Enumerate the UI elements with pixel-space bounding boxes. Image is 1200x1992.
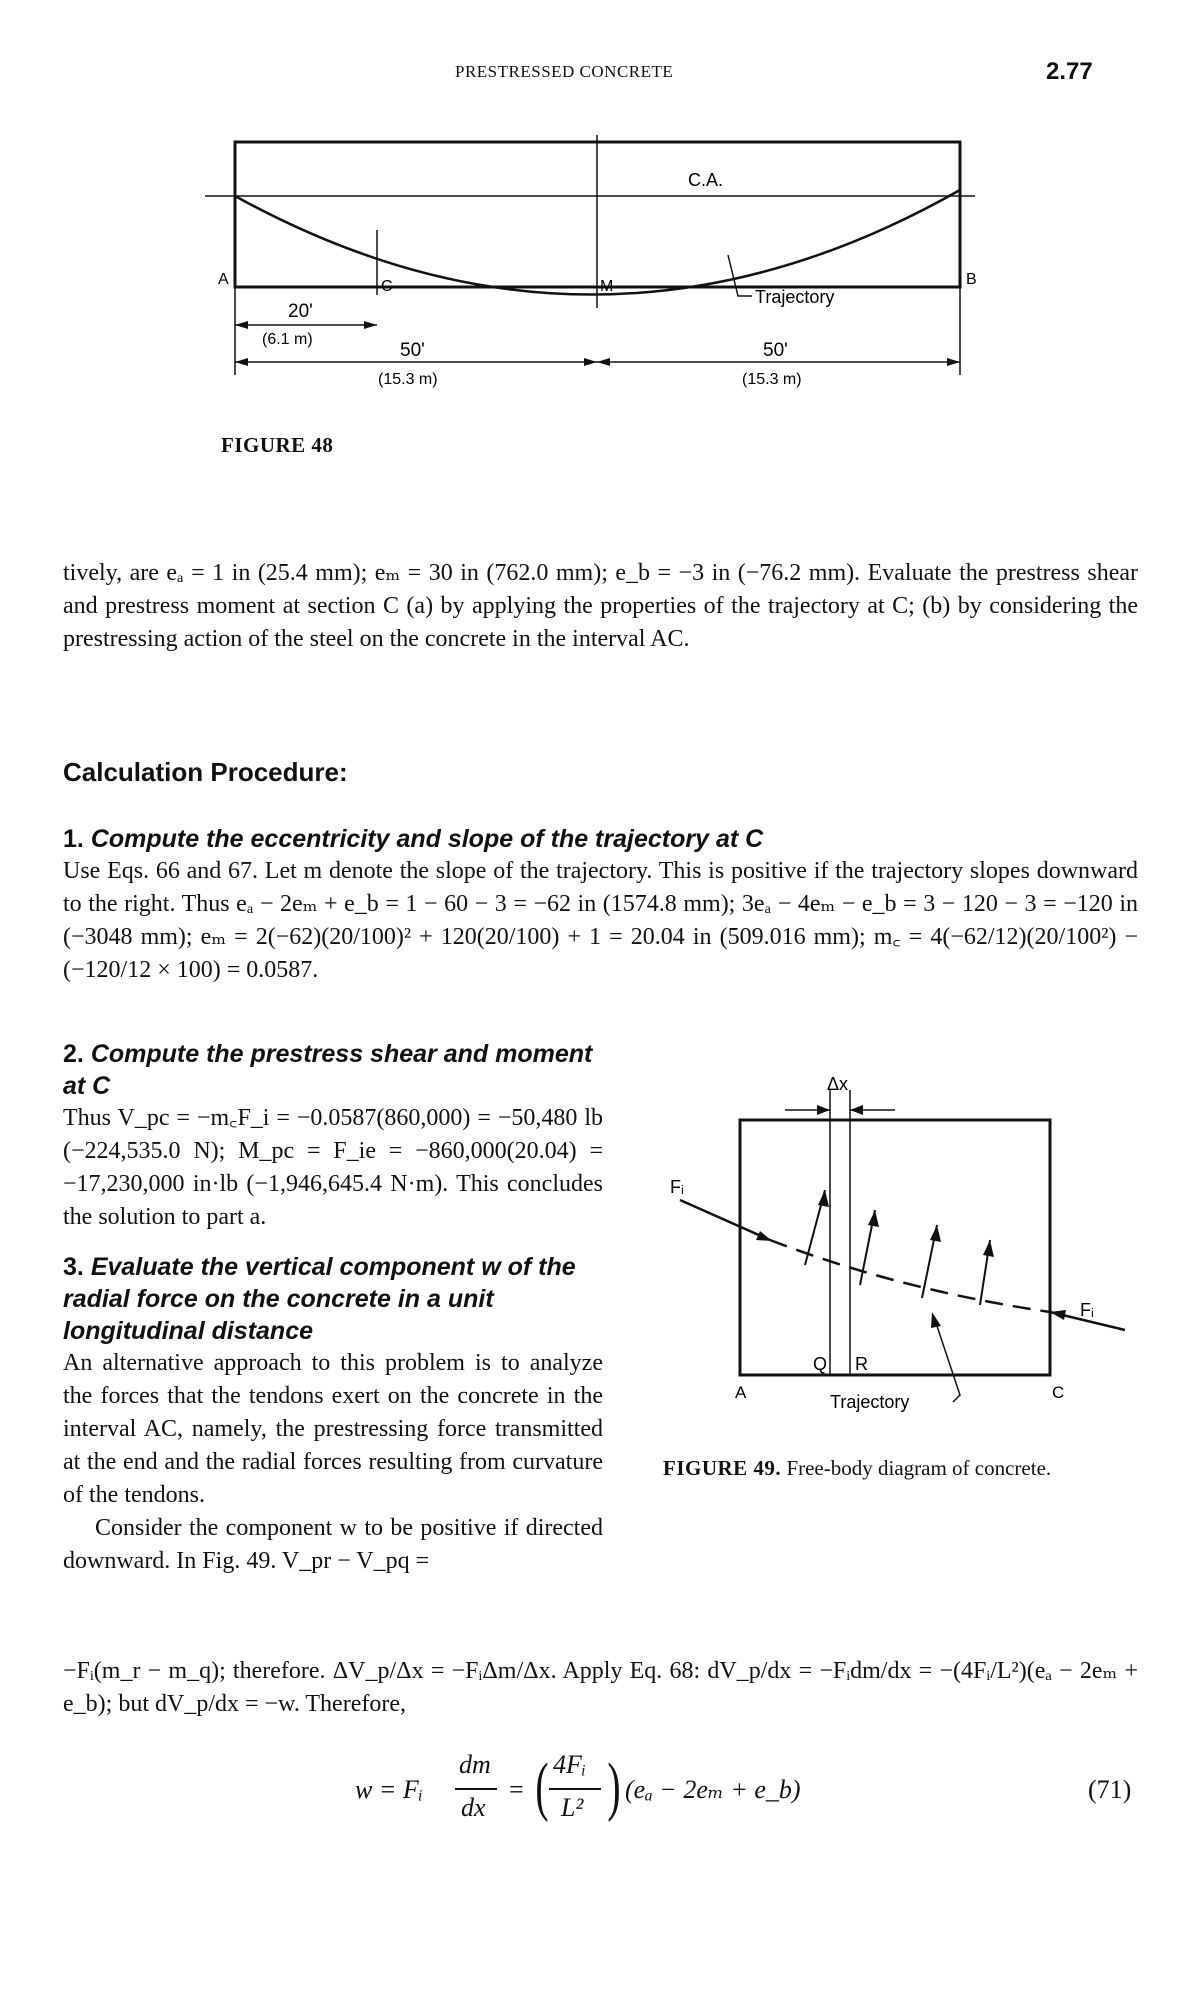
- figure-49-caption-label: FIGURE 49.: [663, 1456, 782, 1480]
- fraction-2-bar: [549, 1788, 601, 1790]
- paren-close: ): [607, 1750, 621, 1823]
- dim-ac-ft: 20': [288, 301, 313, 322]
- dim-mb-ft: 50': [763, 340, 788, 361]
- step-3-heading: [63, 1251, 603, 1347]
- arrowhead: [597, 358, 610, 366]
- free-body-outline: [740, 1120, 1050, 1375]
- arrowhead: [364, 321, 377, 329]
- step-2-heading: [63, 1038, 603, 1102]
- step-2-number: 2.: [63, 1040, 84, 1068]
- step-3-number: 3.: [63, 1253, 84, 1281]
- label-r: R: [855, 1354, 868, 1374]
- fraction-1-denominator: dx: [461, 1793, 486, 1822]
- trajectory-dashed: [770, 1240, 1050, 1312]
- figure-48-caption-label: FIGURE 48: [221, 433, 334, 457]
- label-a: A: [218, 271, 229, 288]
- label-b: B: [966, 271, 977, 288]
- label-fi-left: Fᵢ: [670, 1177, 684, 1197]
- equation-rest: (eₐ − 2eₘ + e_b): [625, 1775, 801, 1804]
- step-3-body: An alternative approach to this problem is to analyze the forces that the tendons exert on the concrete in the interval AC, namely, the prestressing force transmitted at the end and the radial forces resulting from curvature of the tendons.: [63, 1350, 603, 1508]
- step-1-body: Use Eqs. 66 and 67. Let m denote the slope of the trajectory. This is positive if the trajectory slopes downward to the right. Thus eₐ − 2eₘ + e_b = 1 − 60 − 3 = −62 in (1574.8 mm); 3eₐ − 4eₘ − e_b = 3 − 120 − 3 = −120 in (−3048 mm); eₘ = 2(−62)(20/100)² + 120(20/100) + 1 = 20.04 in (509.016 mm); m꜀ = 4(−62/12)(20/100²) − (−120/12 × 100) = 0.0587.: [63, 858, 1138, 983]
- arrowhead: [931, 1312, 941, 1328]
- label-fi-right: Fᵢ: [1080, 1300, 1094, 1320]
- arrowhead: [235, 321, 248, 329]
- label-trajectory: Trajectory: [755, 287, 835, 307]
- arrowhead: [947, 358, 960, 366]
- fraction-2-numerator: 4Fᵢ: [553, 1750, 586, 1779]
- label-m: M: [600, 278, 614, 295]
- step-1-title: Compute the eccentricity and slope of the trajectory at C: [90, 825, 764, 853]
- label-dx: Δx: [827, 1074, 849, 1094]
- equals-sign: =: [509, 1775, 524, 1804]
- step-1-number: 1.: [63, 825, 84, 853]
- fraction-1-bar: [455, 1788, 497, 1790]
- arrowhead: [756, 1231, 772, 1241]
- step-3-body-3: −Fᵢ(m_r − m_q); therefore. ΔV_p/Δx = −FᵢΔm/Δx. Apply Eq. 68: dV_p/dx = −Fᵢdm/dx = −(4Fᵢ/L²)(eₐ − 2eₘ + e_b); but dV_p/dx = −w. Therefore,: [63, 1658, 1138, 1717]
- label-ca: C.A.: [688, 170, 724, 190]
- label-c: C: [1052, 1383, 1065, 1402]
- figure-48-diagram: [200, 130, 1000, 430]
- dim-am-m: (15.3 m): [378, 371, 438, 388]
- step-1: [63, 823, 1138, 987]
- arrowhead: [584, 358, 597, 366]
- figure-49-caption: [663, 1455, 1135, 1482]
- figure-49-caption-text: Free-body diagram of concrete.: [786, 1456, 1052, 1480]
- paren-open: (: [535, 1750, 549, 1823]
- arrowhead: [235, 358, 248, 366]
- equation-71: [355, 1745, 1145, 1840]
- fraction-1-numerator: dm: [459, 1750, 491, 1779]
- arrowhead: [983, 1240, 994, 1257]
- label-q: Q: [813, 1354, 828, 1374]
- step-1-heading: [63, 823, 1138, 855]
- trajectory-label-leader: [935, 1320, 960, 1402]
- section-title: Calculation Procedure:: [63, 757, 348, 787]
- fraction-2-denominator: L²: [561, 1793, 584, 1822]
- running-head: PRESTRESSED CONCRETE: [455, 62, 674, 81]
- step-2: [63, 1038, 603, 1234]
- step-2-body: Thus V_pc = −m꜀F_i = −0.0587(860,000) = −50,480 lb (−224,535.0 N); M_pc = F_ie = −860,000(20.04) = −17,230,000 in·lb (−1,946,645.4 N·m). This concludes the solution to part a.: [63, 1105, 603, 1230]
- step-2-title: Compute the prestress shear and moment at C: [63, 1040, 593, 1100]
- figure-49-diagram: [660, 1050, 1140, 1450]
- arrowhead: [817, 1105, 830, 1115]
- step-3: [63, 1251, 603, 1578]
- arrowhead: [850, 1105, 863, 1115]
- step-3-title: Evaluate the vertical component w of the radial force on the concrete in a unit longitudinal distance: [63, 1253, 576, 1345]
- step-3-body-2: Consider the component w to be positive if directed downward. In Fig. 49. V_pr − V_pq =: [63, 1515, 603, 1574]
- trajectory-solid-left: [680, 1200, 770, 1240]
- intro-paragraph: tively, are eₐ = 1 in (25.4 mm); eₘ = 30 in (762.0 mm); e_b = −3 in (−76.2 mm). Evaluate the prestress shear and prestress moment at section C (a) by applying the properties of the trajectory at C; (b) by considering the prestressing action of the steel on the concrete in the interval AC.: [63, 560, 1138, 652]
- page-number: 2.77: [1046, 58, 1093, 85]
- figure-48-caption: [221, 433, 333, 458]
- dim-ac-m: (6.1 m): [262, 331, 313, 348]
- dim-mb-m: (15.3 m): [742, 371, 802, 388]
- equation-lhs: w = Fᵢ: [355, 1775, 423, 1804]
- label-a: A: [735, 1383, 747, 1402]
- equation-number: (71): [1088, 1775, 1132, 1804]
- dim-am-ft: 50': [400, 340, 425, 361]
- label-c: C: [381, 278, 393, 295]
- label-trajectory: Trajectory: [830, 1392, 910, 1412]
